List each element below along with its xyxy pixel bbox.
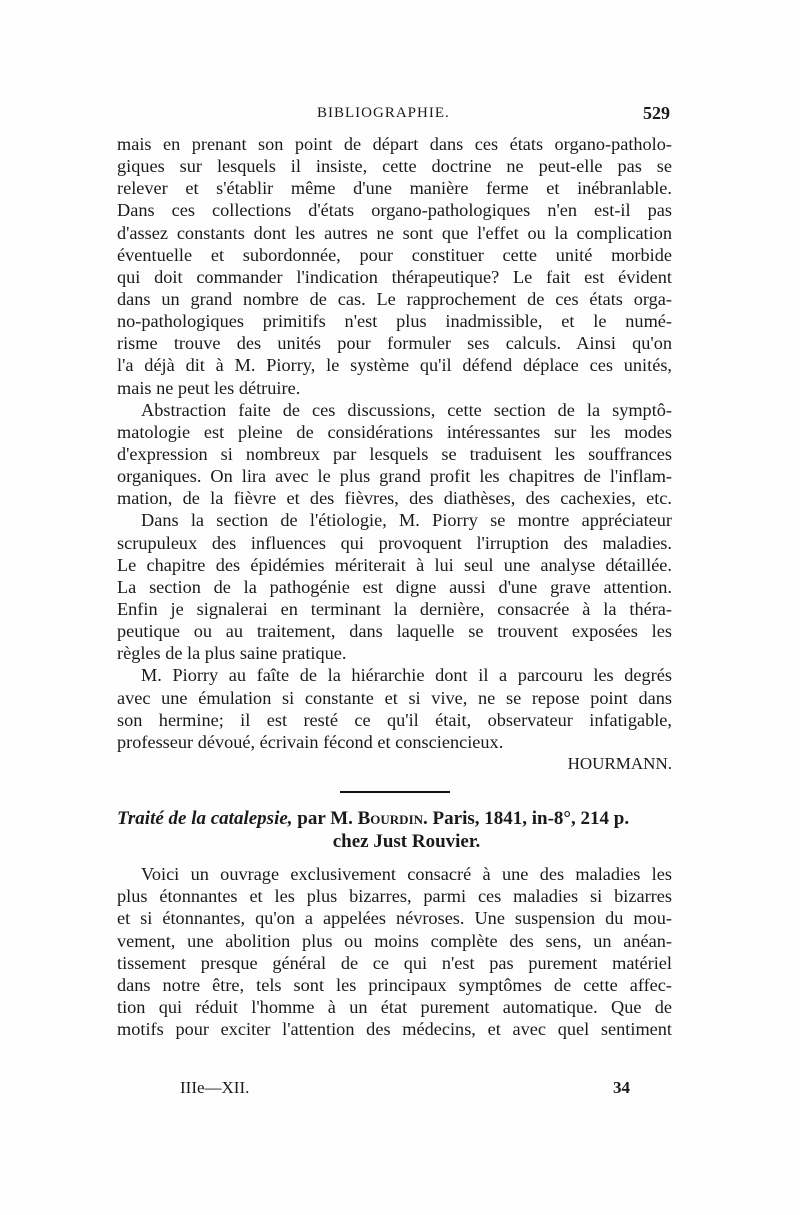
text-line: Dans la section de l'étiologie, M. Piorry se montre appréciateur (141, 510, 672, 531)
section-divider (340, 791, 450, 793)
text-line: plus étonnantes et les plus bizarres, parmi ces maladies si bizarres (117, 886, 672, 907)
text-line: Enfin je signalerai en terminant la dernière, consacrée à la théra- (117, 598, 672, 619)
text-line: éventuelle et subordonnée, pour constituer cette unité morbide (117, 244, 672, 265)
text-line: motifs pour exciter l'attention des médecins, et avec quel sentiment (117, 1019, 672, 1040)
text-line: risme trouve des unités pour formuler ses calculs. Ainsi qu'on (117, 333, 672, 354)
text-line: M. Piorry au faîte de la hiérarchie dont il a parcouru les degrés (141, 665, 672, 686)
text-line: Voici un ouvrage exclusivement consacré à une des maladies les (141, 864, 672, 885)
page-number: 529 (643, 103, 670, 123)
running-title: BIBLIOGRAPHIE. (317, 105, 450, 121)
review-piorry (117, 133, 672, 775)
text-line: et si étonnantes, qu'on a appelées névroses. Une suspension du mou- (117, 908, 672, 929)
book-publisher: chez Just Rouvier. (332, 831, 481, 853)
text-line: d'assez constants dont les autres ne sont que l'effet ou la complication (117, 222, 672, 243)
book-title: Traité de la catalepsie, (117, 808, 293, 830)
text-line: d'expression si nombreux par lesquels se traduisent les souffrances (117, 443, 672, 464)
text-line: vement, une abolition plus ou moins complète des sens, un anéan- (117, 930, 672, 951)
sheet-number: 34 (613, 1078, 630, 1097)
page-footer (168, 1078, 630, 1102)
signature-mark: IIIe—XII. (180, 1078, 250, 1097)
text-line: no-pathologiques primitifs n'est plus inadmissible, et le numé- (117, 311, 672, 332)
text-line: mais en prenant son point de départ dans ces états organo-patholo- (117, 134, 672, 154)
book-author: Bourdin (357, 808, 424, 830)
text-line: règles de la plus saine pratique. (117, 643, 347, 664)
text-line: Dans ces collections d'états organo-pathologiques n'en est-il pas (117, 200, 672, 221)
page-header (117, 103, 670, 129)
text-line: son hermine; il est resté ce qu'il était, observateur infatigable, (117, 709, 672, 730)
review-signature: HOURMANN. (567, 753, 672, 773)
text-line: Abstraction faite de ces discussions, cette section de la symptô- (141, 399, 672, 420)
text-line: matologie est pleine de considérations intéressantes sur les modes (117, 421, 672, 442)
text-line: dans notre être, tels sont les principaux symptômes de cette affec- (117, 974, 672, 995)
text-line: tion qui réduit l'homme à un état purement automatique. Que de (117, 996, 672, 1017)
text-line: mais ne peut les détruire. (117, 377, 301, 398)
review-bourdin (117, 807, 672, 1040)
text-line: professeur dévoué, écrivain fécond et consciencieux. (117, 731, 504, 752)
text-line: l'a déjà dit à M. Piorry, le système qu'il défend déplace ces unités, (117, 355, 672, 376)
book-title-line (117, 807, 672, 830)
spacer (117, 853, 672, 863)
text-line: La section de la pathogénie est digne aussi d'une grave attention. (117, 576, 672, 597)
text-line: organiques. On lira avec le plus grand profit les chapitres de l'inflam- (117, 466, 672, 487)
text-line: Le chapitre des épidémies mériterait à lui seul une analyse détaillée. (117, 554, 672, 575)
text-line: mation, de la fièvre et des fièvres, des diathèses, des cachexies, etc. (117, 488, 672, 509)
text-line: tissement presque général de ce qui n'est pas purement matériel (117, 952, 672, 973)
book-publication: . Paris, 1841, in-8°, 214 p. (423, 808, 630, 830)
book-title-by: par M. (297, 808, 353, 830)
text-line: peutique ou au traitement, dans laquelle se trouvent exposées les (117, 621, 672, 642)
text-line: avec une émulation si constante et si vive, ne se repose point dans (117, 687, 672, 708)
text-line: dans un grand nombre de cas. Le rapprochement de ces états orga- (117, 288, 672, 309)
text-line: giques sur lesquels il insiste, cette doctrine ne peut-elle pas se (117, 156, 672, 177)
page-body (117, 133, 672, 1040)
text-line: relever et s'établir même d'une manière ferme et inébranlable. (117, 178, 672, 199)
text-line: scrupuleux des influences qui provoquent l'irruption des maladies. (117, 532, 672, 553)
text-line: qui doit commander l'indication thérapeutique? Le fait est évident (117, 266, 672, 287)
